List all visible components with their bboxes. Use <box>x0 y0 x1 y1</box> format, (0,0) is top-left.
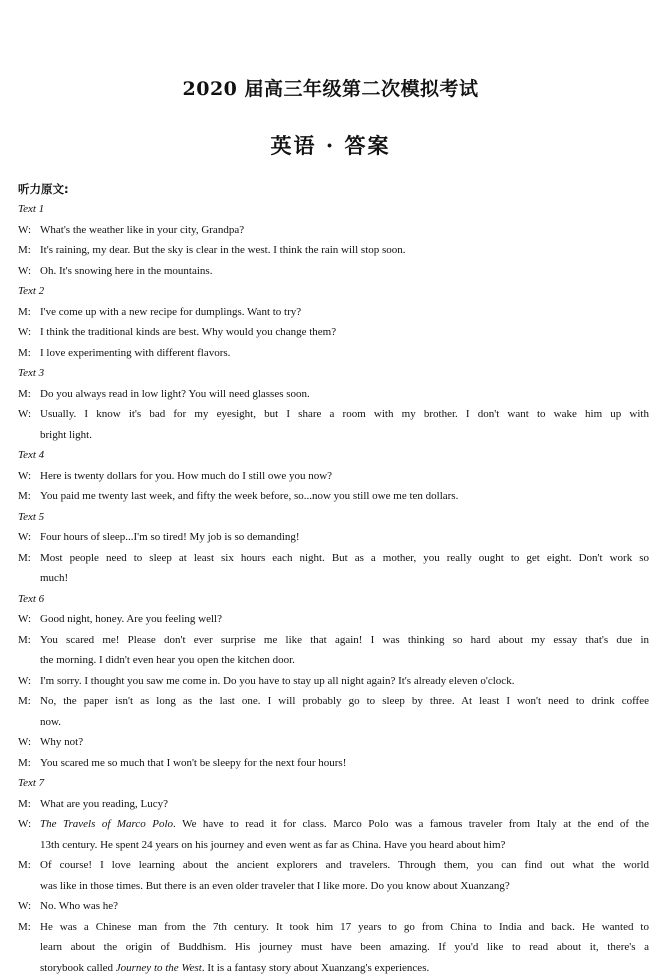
dialogue-line <box>0 548 661 569</box>
speaker-label: W: <box>18 408 32 420</box>
text-heading: Text 2 <box>18 285 45 297</box>
dialogue-text <box>40 568 68 589</box>
dialogue-line <box>0 302 661 323</box>
text-segment: I think the traditional kinds are best. Why would you change them? <box>40 326 337 338</box>
speaker-label: W: <box>18 674 32 687</box>
speaker-label: W: <box>18 613 32 625</box>
book-title: The Travels of Marco Polo <box>40 818 174 830</box>
speaker-label: M: <box>18 756 31 769</box>
document-subtitle: 英语 · 答案 <box>270 133 391 158</box>
dialogue-text <box>40 322 336 343</box>
dialogue-line <box>0 794 661 815</box>
text-segment: Four hours of sleep...I'm so tired! My job is so demanding! <box>40 531 300 543</box>
text-segment: No. Who was he? <box>40 900 118 912</box>
dialogue-text <box>40 630 649 651</box>
dialogue-text <box>40 527 300 548</box>
dialogue-text <box>40 240 406 261</box>
dialogue-line <box>0 527 661 548</box>
speaker-label: W: <box>18 223 32 236</box>
text-segment: . It is a fantasy story about Xuanzang's experiences. <box>201 961 430 974</box>
dialogue-line <box>0 630 661 651</box>
dialogue-text <box>40 753 346 774</box>
dialogue-text <box>40 855 649 876</box>
speaker-label: M: <box>18 859 31 871</box>
dialogue-line <box>0 671 661 692</box>
transcript <box>0 199 661 978</box>
dialogue-text <box>40 712 61 733</box>
dialogue-text <box>40 794 168 815</box>
book-title: Journey to the West <box>115 961 202 974</box>
dialogue-line <box>0 486 661 507</box>
dialogue-line <box>0 855 661 876</box>
text-segment: He was a Chinese man from the 7th century. It took him 17 years to go from China to India and back. He wanted to <box>40 920 649 933</box>
text-segment: Do you always read in low light? You will need glasses soon. <box>40 387 310 400</box>
section-label: 听力原文: <box>18 182 69 196</box>
text-segment: learn about the origin of Buddhism. His journey must have been amazing. If you'd like to read about it, there's a <box>40 941 649 953</box>
text-segment: I'm sorry. I thought you saw me come in. Do you have to stay up all night again? It's already eleven o'clock. <box>40 674 515 687</box>
dialogue-text <box>40 220 244 241</box>
dialogue-text <box>40 876 510 897</box>
text-segment: Usually. I know it's bad for my eyesight, but I share a room with my brother. I don't want to wake him up with <box>40 408 649 420</box>
speaker-label: W: <box>18 326 32 338</box>
text-segment: Why not? <box>40 736 84 748</box>
dialogue-line <box>0 917 661 938</box>
text-heading: Text 5 <box>18 510 45 523</box>
text-segment: Good night, honey. Are you feeling well? <box>40 613 222 625</box>
speaker-label: W: <box>18 469 32 482</box>
text-heading: Text 3 <box>18 367 45 379</box>
text-segment: now. <box>40 715 61 728</box>
dialogue-line <box>0 404 661 425</box>
text-heading: Text 4 <box>18 449 45 461</box>
dialogue-text <box>40 732 83 753</box>
dialogue-text <box>40 958 429 978</box>
dialogue-line <box>0 753 661 774</box>
text-segment: What's the weather like in your city, Grandpa? <box>40 223 245 236</box>
speaker-label: W: <box>18 818 32 830</box>
dialogue-continuation <box>0 958 661 978</box>
text-segment: It's raining, my dear. But the sky is clear in the west. I think the rain will stop soon. <box>40 244 406 256</box>
dialogue-continuation <box>0 835 661 856</box>
dialogue-text <box>40 302 301 323</box>
text-segment: You scared me! Please don't ever surprise me like that again! I was thinking so hard about my essay that's due in <box>40 633 649 646</box>
speaker-label: M: <box>18 305 31 318</box>
dialogue-text <box>40 896 118 917</box>
document-title: 2020 届高三年级第二次模拟考试 <box>182 78 479 100</box>
dialogue-line <box>0 343 661 364</box>
speaker-label: W: <box>18 736 32 748</box>
dialogue-text <box>40 486 458 507</box>
dialogue-text <box>40 425 92 446</box>
text-heading: Text 6 <box>18 592 45 605</box>
dialogue-text <box>40 343 230 364</box>
speaker-label: M: <box>18 695 31 707</box>
dialogue-continuation <box>0 937 661 958</box>
text-segment: Here is twenty dollars for you. How much do I still owe you now? <box>40 469 333 482</box>
dialogue-line <box>0 220 661 241</box>
speaker-label: M: <box>18 346 31 359</box>
speaker-label: M: <box>18 551 31 564</box>
dialogue-continuation <box>0 568 661 589</box>
text-segment: the morning. I didn't even hear you open the kitchen door. <box>40 654 295 666</box>
dialogue-text <box>40 937 649 958</box>
text-heading: Text 1 <box>18 203 45 215</box>
dialogue-continuation <box>0 876 661 897</box>
speaker-label: M: <box>18 490 31 502</box>
speaker-label: M: <box>18 244 31 256</box>
dialogue-text <box>40 671 514 692</box>
dialogue-continuation <box>0 650 661 671</box>
text-segment: . We have to read it for class. Marco Polo was a famous traveler from Italy at the end of the <box>173 818 649 830</box>
dialogue-line <box>0 691 661 712</box>
dialogue-text <box>40 609 222 630</box>
dialogue-line <box>0 466 661 487</box>
dialogue-text <box>40 814 649 835</box>
text-segment: You paid me twenty last week, and fifty the week before, so...now you still owe me ten dollars. <box>40 490 459 502</box>
dialogue-text <box>40 466 332 487</box>
dialogue-line <box>0 240 661 261</box>
speaker-label: W: <box>18 264 32 277</box>
text-segment: You scared me so much that I won't be sleepy for the next four hours! <box>40 756 347 769</box>
dialogue-line <box>0 732 661 753</box>
text-segment: Of course! I love learning about the ancient explorers and travelers. Through them, you can find out what the world <box>40 859 649 871</box>
speaker-label: M: <box>18 920 31 933</box>
dialogue-text <box>40 917 649 938</box>
text-segment: What are you reading, Lucy? <box>40 797 168 810</box>
dialogue-text <box>40 261 212 282</box>
text-segment: No, the paper isn't as long as the last one. I will probably go to sleep by three. At least I won't need to drink coffee <box>40 695 649 707</box>
dialogue-line <box>0 609 661 630</box>
dialogue-line <box>0 896 661 917</box>
dialogue-continuation <box>0 425 661 446</box>
dialogue-line <box>0 814 661 835</box>
text-segment: bright light. <box>40 428 92 441</box>
dialogue-text <box>40 835 505 856</box>
dialogue-text <box>40 691 649 712</box>
text-segment: I've come up with a new recipe for dumplings. Want to try? <box>40 305 302 318</box>
dialogue-line <box>0 322 661 343</box>
dialogue-line <box>0 384 661 405</box>
dialogue-text <box>40 384 310 405</box>
text-segment: was like in those times. But there is an even older traveler that I like more. Do you know about Xuanzang? <box>40 879 510 892</box>
dialogue-continuation <box>0 712 661 733</box>
dialogue-text <box>40 650 295 671</box>
speaker-label: M: <box>18 387 31 400</box>
text-segment: Oh. It's snowing here in the mountains. <box>40 264 213 277</box>
dialogue-line <box>0 261 661 282</box>
text-heading: Text 7 <box>18 777 45 789</box>
text-segment: much! <box>40 572 69 584</box>
speaker-label: W: <box>18 531 32 543</box>
speaker-label: W: <box>18 900 32 912</box>
speaker-label: M: <box>18 797 31 810</box>
text-segment: I love experimenting with different flavors. <box>40 346 231 359</box>
text-segment: storybook called <box>40 961 116 974</box>
text-segment: Most people need to sleep at least six hours each night. But as a mother, you really ought to get eight. Don't work so <box>40 551 649 564</box>
text-segment: 13th century. He spent 24 years on his journey and even went as far as China. Have you heard about him? <box>40 838 506 851</box>
dialogue-text <box>40 404 649 425</box>
dialogue-text <box>40 548 649 569</box>
speaker-label: M: <box>18 633 31 646</box>
